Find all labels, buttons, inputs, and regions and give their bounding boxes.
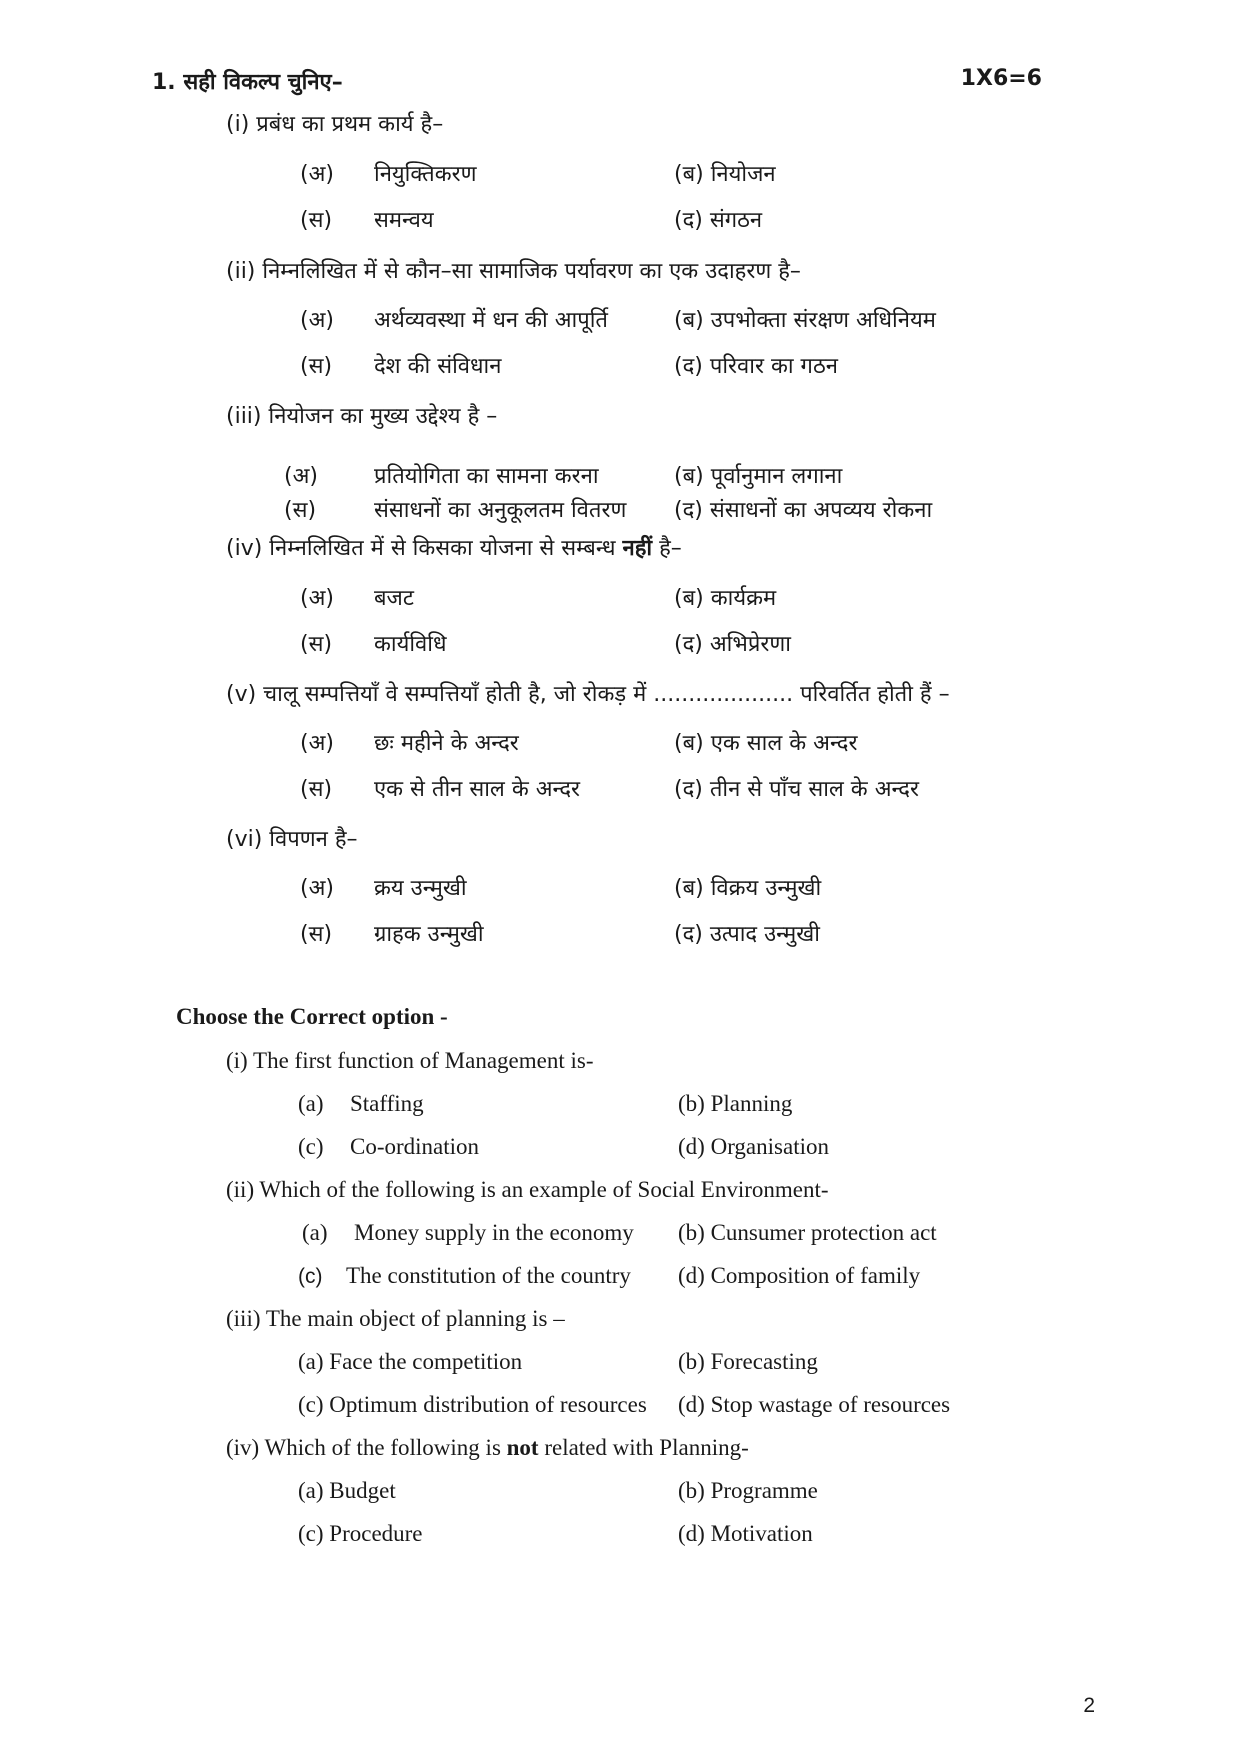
option-text: संसाधनों का अनुकूलतम वितरण: [374, 498, 627, 523]
hindi-q5-option-a: [300, 727, 519, 757]
option-label: (a): [298, 1091, 324, 1116]
option-label: (ब): [674, 731, 704, 756]
hindi-question-5: (v) चालू सम्पत्तियाँ वे सम्पत्तियाँ होती है, जो रोकड़ में .................... परिवर्तित होती हैं –: [226, 682, 950, 707]
option-text: Motivation: [710, 1521, 813, 1546]
english-q1-option-b: [678, 1091, 792, 1117]
option-label: (b): [678, 1478, 705, 1503]
hindi-question-6: (vi) विपणन है–: [226, 827, 358, 852]
english-q4-option-a: [298, 1478, 396, 1504]
option-label: (c): [298, 1521, 324, 1546]
option-label: (c): [298, 1134, 324, 1159]
hindi-q4-option-a: [300, 582, 414, 612]
option-text: एक साल के अन्दर: [710, 731, 858, 756]
english-q3-option-d: [678, 1392, 950, 1418]
option-label: (द): [674, 632, 703, 657]
option-text: Face the competition: [329, 1349, 523, 1374]
option-text: अर्थव्यवस्था में धन की आपूर्ति: [374, 308, 608, 333]
option-text: कार्यविधि: [374, 632, 447, 657]
option-label: (c): [298, 1392, 324, 1417]
hindi-q2-option-b: [674, 304, 936, 334]
english-q1-option-a: [298, 1091, 424, 1117]
option-text: उपभोक्ता संरक्षण अधिनियम: [710, 308, 936, 333]
option-label: (अ): [300, 731, 334, 756]
option-text: Organisation: [710, 1134, 829, 1159]
english-q2-option-a: [302, 1220, 634, 1246]
hindi-q1-option-b: [674, 158, 776, 188]
option-text: नियुक्तिकरण: [374, 162, 477, 187]
question-text: (iv) Which of the following is: [226, 1435, 507, 1460]
option-label: (a): [302, 1220, 328, 1245]
option-label: (द): [674, 922, 703, 947]
english-question-1: (i) The first function of Management is-: [226, 1048, 594, 1073]
english-q1-option-d: [678, 1134, 829, 1160]
english-question-4: [226, 1435, 749, 1461]
option-text: संसाधनों का अपव्यय रोकना: [709, 498, 933, 523]
hindi-q1-option-d: [674, 204, 762, 234]
option-label: (c): [298, 1265, 323, 1288]
hindi-q5-option-c: [300, 773, 580, 803]
hindi-q4-option-d: [674, 628, 791, 658]
english-q4-option-d: [678, 1521, 813, 1547]
hindi-question-1: (i) प्रबंध का प्रथम कार्य है–: [226, 112, 444, 137]
english-q2-option-b: [678, 1220, 937, 1246]
option-label: (d): [678, 1521, 705, 1546]
option-label: (ब): [674, 586, 704, 611]
option-text: Procedure: [329, 1521, 423, 1546]
hindi-q2-option-c: [300, 350, 501, 380]
option-text: The constitution of the country: [346, 1263, 631, 1288]
english-q4-option-b: [678, 1478, 818, 1504]
option-text: नियोजन: [710, 162, 776, 187]
option-text: Planning: [710, 1091, 793, 1116]
option-text: विक्रय उन्मुखी: [710, 876, 822, 901]
option-text: प्रतियोगिता का सामना करना: [374, 464, 599, 489]
english-q3-option-a: [298, 1349, 522, 1375]
option-text: Programme: [710, 1478, 818, 1503]
option-label: (b): [678, 1220, 705, 1245]
option-text: Budget: [329, 1478, 396, 1503]
hindi-question-4: [226, 532, 682, 562]
option-text: अभिप्रेरणा: [709, 632, 791, 657]
hindi-q3-option-b: [674, 460, 842, 490]
option-label: (द): [674, 777, 703, 802]
option-text: एक से तीन साल के अन्दर: [374, 777, 581, 802]
option-label: (अ): [300, 162, 334, 187]
option-label: (स): [300, 922, 333, 947]
english-q2-option-d: [678, 1263, 920, 1289]
option-label: (द): [674, 354, 703, 379]
english-question-2: (ii) Which of the following is an example of Social Environment-: [226, 1177, 829, 1202]
hindi-q5-option-d: [674, 773, 919, 803]
english-section-heading: Choose the Correct option -: [176, 1004, 448, 1029]
option-text: Forecasting: [710, 1349, 818, 1374]
option-label: (स): [300, 777, 333, 802]
question-text: (iv) निम्नलिखित में से किसका योजना से सम्बन्ध: [226, 536, 623, 561]
english-q3-option-c: [298, 1392, 647, 1418]
hindi-q3-option-a: [284, 460, 599, 490]
english-q1-option-c: [298, 1134, 479, 1160]
option-label: (द): [674, 498, 703, 523]
hindi-q2-option-d: [674, 350, 838, 380]
marks-allocation: 1X6=6: [960, 66, 1042, 91]
option-text: कार्यक्रम: [710, 586, 777, 611]
option-label: (ब): [674, 876, 704, 901]
hindi-section-heading: [152, 58, 1042, 98]
option-label: (स): [300, 632, 333, 657]
english-q4-option-c: [298, 1521, 423, 1547]
option-text: बजट: [374, 586, 414, 611]
option-label: (b): [678, 1349, 705, 1374]
option-label: (अ): [300, 876, 334, 901]
option-label: (अ): [300, 586, 334, 611]
option-text: छः महीने के अन्दर: [374, 731, 519, 756]
option-label: (d): [678, 1134, 705, 1159]
hindi-q4-option-c: [300, 628, 447, 658]
option-label: (a): [298, 1478, 324, 1503]
option-label: (a): [298, 1349, 324, 1374]
option-text: क्रय उन्मुखी: [374, 876, 467, 901]
option-label: (ब): [674, 464, 704, 489]
option-label: (अ): [300, 308, 334, 333]
option-text: संगठन: [709, 208, 763, 233]
page-number: 2: [1083, 1694, 1095, 1717]
option-label: (स): [284, 498, 317, 523]
hindi-q5-option-b: [674, 727, 857, 757]
option-label: (ब): [674, 308, 704, 333]
hindi-q3-option-d: [674, 494, 932, 524]
hindi-q6-option-d: [674, 918, 820, 948]
question-emphasis: नहीं: [622, 536, 653, 561]
hindi-q4-option-b: [674, 582, 776, 612]
option-label: (द): [674, 208, 703, 233]
hindi-question-3: (iii) नियोजन का मुख्य उद्देश्य है –: [226, 404, 498, 429]
option-label: (स): [300, 354, 333, 379]
english-q3-option-b: [678, 1349, 818, 1375]
hindi-q3-option-c: [284, 494, 626, 524]
hindi-q2-option-a: [300, 304, 608, 334]
option-text: Composition of family: [710, 1263, 921, 1288]
english-q2-option-c: [298, 1263, 631, 1289]
option-text: ग्राहक उन्मुखी: [374, 922, 484, 947]
question-emphasis: not: [506, 1435, 539, 1460]
option-label: (b): [678, 1091, 705, 1116]
option-text: देश की संविधान: [374, 354, 502, 379]
question-text-end: related with Planning-: [538, 1435, 749, 1460]
option-text: Cunsumer protection act: [710, 1220, 937, 1245]
hindi-q1-option-c: [300, 204, 434, 234]
option-text: तीन से पाँच साल के अन्दर: [709, 777, 919, 802]
option-label: (अ): [284, 464, 318, 489]
option-text: उत्पाद उन्मुखी: [709, 922, 820, 947]
option-text: Staffing: [350, 1091, 424, 1116]
question-text-end: है–: [652, 536, 682, 561]
hindi-heading-text: 1. सही विकल्प चुनिए–: [152, 70, 343, 95]
option-text: Optimum distribution of resources: [329, 1392, 647, 1417]
option-label: (ब): [674, 162, 704, 187]
option-text: Stop wastage of resources: [710, 1392, 951, 1417]
option-text: परिवार का गठन: [709, 354, 838, 379]
option-text: Money supply in the economy: [354, 1220, 634, 1245]
option-label: (स): [300, 208, 333, 233]
hindi-q6-option-b: [674, 872, 821, 902]
hindi-q1-option-a: [300, 158, 477, 188]
english-question-3: (iii) The main object of planning is –: [226, 1306, 565, 1331]
option-label: (d): [678, 1392, 705, 1417]
option-text: पूर्वानुमान लगाना: [710, 464, 843, 489]
hindi-question-2: (ii) निम्नलिखित में से कौन–सा सामाजिक पर्यावरण का एक उदाहरण है–: [226, 259, 801, 284]
hindi-q6-option-a: [300, 872, 467, 902]
option-label: (d): [678, 1263, 705, 1288]
option-text: Co-ordination: [350, 1134, 480, 1159]
hindi-q6-option-c: [300, 918, 484, 948]
option-text: समन्वय: [374, 208, 434, 233]
